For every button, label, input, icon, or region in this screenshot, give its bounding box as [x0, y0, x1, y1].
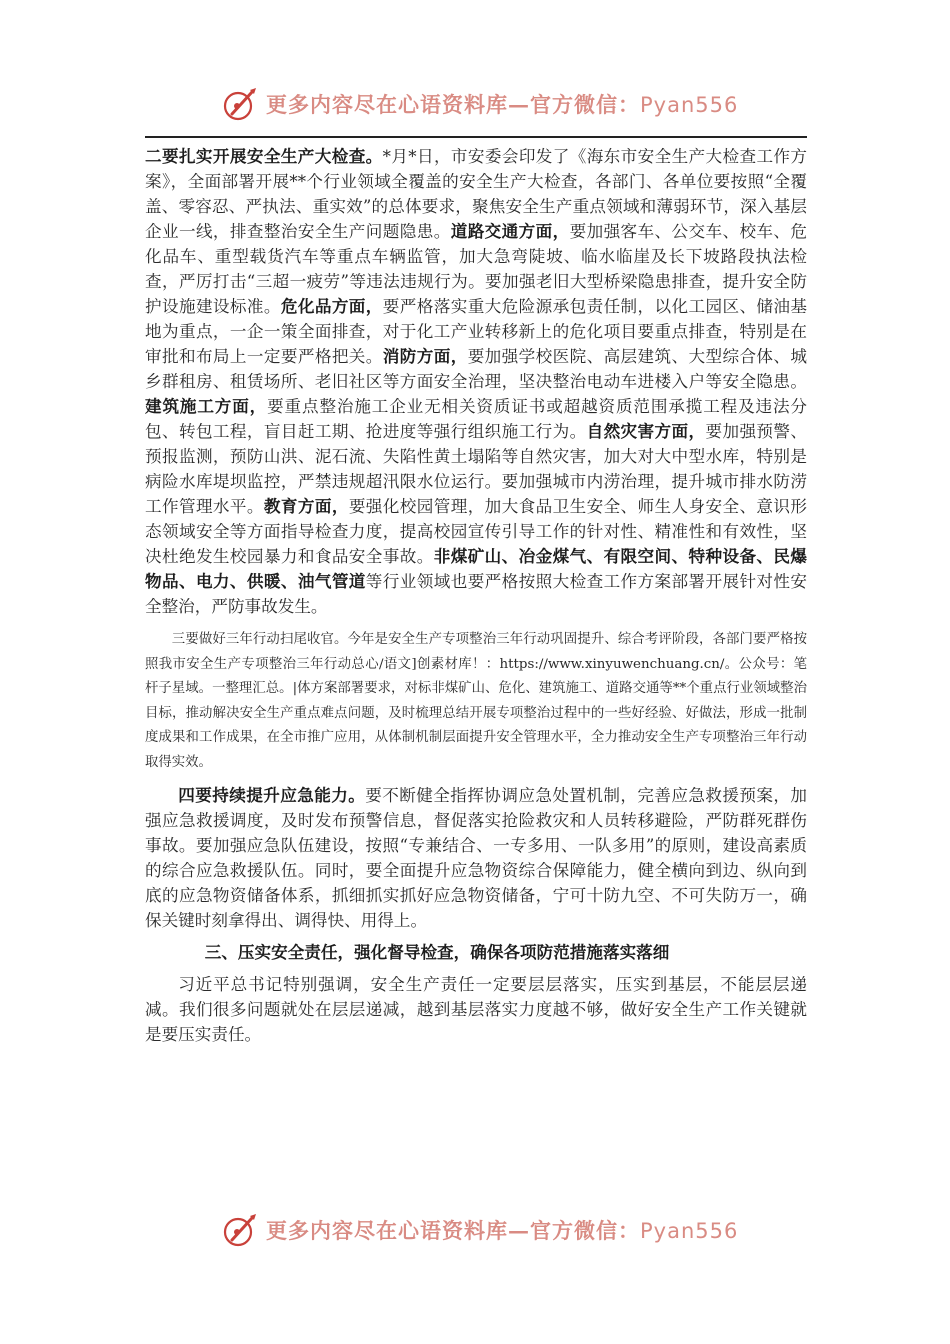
footer-banner — [222, 1210, 742, 1250]
footer-banner-text: 更多内容尽在心语资料库—官方微信：Pyan556 — [266, 1218, 739, 1243]
header-rule — [145, 136, 807, 138]
document-body — [145, 144, 807, 1047]
header-banner-text: 更多内容尽在心语资料库—官方微信：Pyan556 — [266, 92, 739, 117]
pen-logo-icon — [222, 84, 262, 124]
paragraph-emergency: 四要持续提升应急能力。要不断健全指挥协调应急处置机制，完善应急救援预案，加强应急救援调度，及时发布预警信息，督促落实抢险救灾和人员转移避险，严防群死群伤事故。要加强应急队伍建设，按照“专兼结合、一专多用、一队多用”的原则，建设高素质的综合应急救援队伍。同时，要全面提升应急物资综合保障能力，健全横向到边、纵向到底的应急物资储备体系，抓细抓实抓好应急物资储备，宁可十防九空、不可失防万一，确保关键时刻拿得出、调得快、用得上。 — [145, 784, 808, 930]
paragraph-responsibility: 习近平总书记特别强调，安全生产责任一定要层层落实，压实到基层，不能层层递减。我们很多问题就处在层层递减，越到基层落实力度越不够，做好安全生产工作关键就是要压实责任。 — [145, 974, 807, 1044]
paragraph-three-year-action: 三要做好三年行动扫尾收官。今年是安全生产专项整治三年行动巩固提升、综合考评阶段，各部门要严格按照我市安全生产专项整治三年行动总心/语文]创素材库！：https://www.xinyuwenchuang.cn/。公众号：笔杆子星域。一整理汇总。|体方案部署要求，对标非煤矿山、危化、建筑施工、道路交通等**个重点行业领域整治目标，推动解决安全生产重点难点问题，及时梳理总结开展专项整治过程中的一些好经验、好做法，形成一批制度成果和工作成果，在全市推广应用，从体制机制层面提升安全管理水平，全力推动安全生产专项整治三年行动取得实效。 — [145, 632, 807, 770]
header-banner — [222, 84, 742, 124]
pen-logo-icon — [222, 1210, 262, 1250]
section-heading: 三、压实安全责任，强化督导检查，确保各项防范措施落实落细 — [204, 941, 670, 962]
paragraph-inspection: 二要扎实开展安全生产大检查。*月*日，市安委会印发了《海东市安全生产大检查工作方案》，全面部署开展**个行业领域全覆盖的安全生产大检查，各部门、各单位要按照“全覆盖、零容忍、严执法、重实效”的总体要求，聚焦安全生产重点领域和薄弱环节，深入基层企业一线，排查整治安全生产问题隐患。道路交通方面，要加强客车、公交车、校车、危化品车、重型载货汽车等重点车辆监管，加大急弯陡坡、临水临崖及长下坡路段执法检查，严厉打击“三超一疲劳”等违法违规行为。要加强老旧大型桥梁隐患排查，提升安全防护设施建设标准。危化品方面，要严格落实重大危险源承包责任制，以化工园区、储油基地为重点，一企一策全面排查，对于化工产业转移新上的危化项目要重点排查，特别是在审批和布局上一定要严格把关。消防方面，要加强学校医院、高层建筑、大型综合体、城乡群租房、租赁场所、老旧社区等方面安全治理，坚决整治电动车进楼入户等安全隐患。建筑施工方面，要重点整治施工企业无相关资质证书或超越资质范围承揽工程及违法分包、转包工程，盲目赶工期、抢进度等强行组织施工行为。自然灾害方面，要加强预警、预报监测，预防山洪、泥石流、失陷性黄土塌陷等自然灾害，加大对大中型水库，特别是病险水库堤坝监控，严禁违规超汛限水位运行。要加强城市内涝治理，提升城市排水防涝工作管理水平。教育方面，要强化校园管理，加大食品卫生安全、师生人身安全、意识形态领域安全等方面指导检查力度，提高校园宣传引导工作的针对性、精准性和有效性，坚决杜绝发生校园暴力和食品安全事故。非煤矿山、冶金煤气、有限空间、特种设备、民爆物品、电力、供暖、油气管道等行业领域也要严格按照大检查工作方案部署开展针对性安全整治，严防事故发生。 — [145, 146, 808, 616]
